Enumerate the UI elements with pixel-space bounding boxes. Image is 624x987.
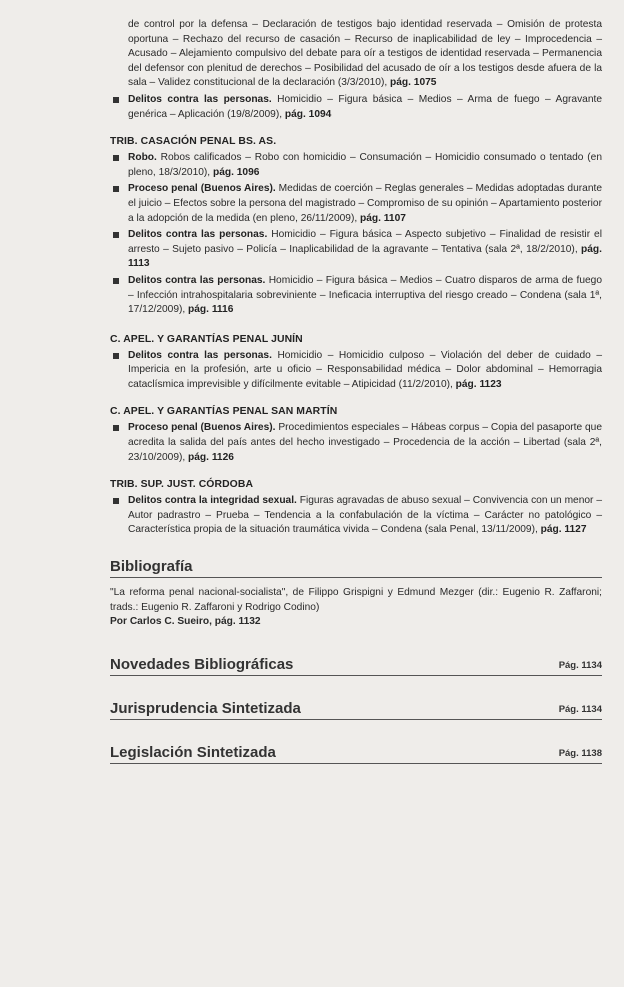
bullet-icon [113, 498, 119, 504]
entry-text: Homicidio – Figura básica – Aspecto subjetivo – Finalidad de resistir el arresto – Sujeto pasivo – Policía – Inaplicabilidad de la agravante – Tentativa (sala 2ª, 18/2/2010), [128, 229, 602, 255]
bibliography-text: "La reforma penal nacional-socialista", de Filippo Grispigni y Edmund Mezger (dir.: Eugenio R. Zaffaroni; trads.: Eugenio R. Zaffaroni y Rodrigo Codino) [110, 587, 602, 613]
page-reference: pág. 1113 [128, 243, 602, 270]
entry-heading: Delitos contra las personas. [128, 349, 272, 361]
bibliography-author: Por Carlos C. Sueiro, pág. 1132 [110, 616, 261, 628]
entry-text: Medidas de coerción – Reglas generales – Medidas adoptadas durante el juicio – Efectos sobre la persona del magistrado – Compromiso de su opinión – Apartamiento posterior a la adopción de la medida (en pleno, 26/11/2009), [128, 183, 602, 224]
bullet-icon [113, 186, 119, 192]
bullet-icon [113, 425, 119, 431]
entry-text: Robos calificados – Robo con homicidio – Consumación – Homicidio consumado o tentado (en pleno, 18/3/2010), [128, 152, 602, 178]
page-reference: pág. 1107 [360, 212, 406, 224]
court-heading: C. APEL. Y GARANTÍAS PENAL JUNÍN [110, 333, 303, 345]
legislacion-section [110, 744, 602, 764]
page-reference: pág. 1094 [284, 108, 332, 120]
page-reference: pág. 1123 [455, 378, 502, 390]
entry-text: Procedimientos especiales – Hábeas corpus – Copia del pasaporte que acredita la salida del país antes del hecho investigado – Procedencia de la acción – Libertad (sala 2ª, 23/10/2009), [128, 422, 602, 463]
section-title: Legislación Sintetizada Pág. 1138 [110, 744, 602, 764]
entry-heading: Delitos contra la integridad sexual. [128, 495, 297, 507]
court-heading: TRIB. CASACIÓN PENAL BS. AS. [110, 136, 277, 148]
entry-text: Figuras agravadas de abuso sexual – Convivencia con un menor – Autor padrastro – Prueba – Tendencia a la confabulación de la víctima – Carácter no patológico – Característica propia de la situación traumática vivida – Condena (sala Penal, 13/11/2009), [128, 495, 602, 536]
entry-heading: Delitos contra las personas. [128, 274, 266, 286]
section-page: Pág. 1134 [558, 659, 602, 671]
entry-heading: Delitos contra las personas. [128, 229, 268, 241]
section-page: Pág. 1134 [558, 703, 602, 715]
bullet-icon [113, 353, 119, 359]
bullet-icon [113, 97, 119, 103]
index-entry [110, 494, 602, 538]
index-content [110, 18, 602, 764]
entry-heading: Proceso penal (Buenos Aires). [128, 183, 276, 195]
entry-heading: Robo. [128, 152, 157, 164]
index-entry [110, 182, 602, 226]
page-reference: pág. 1116 [188, 304, 234, 316]
section-page: Pág. 1138 [558, 747, 602, 759]
bullet-icon [113, 278, 119, 284]
court-heading: TRIB. SUP. JUST. CÓRDOBA [110, 479, 254, 491]
index-entry [110, 228, 602, 272]
page-reference: pág. 1126 [188, 451, 234, 463]
page-reference: pág. 1075 [390, 77, 437, 89]
index-entry [110, 349, 602, 393]
section-title: Bibliografía [110, 558, 602, 578]
bullet-icon [113, 155, 119, 161]
index-entry [110, 274, 602, 318]
entry-text: Homicidio – Figura básica – Medios – Cuatro disparos de arma de fuego – Infección intrahospitalaria sobreviniente – Ineficacia interruptiva del riesgo creado – Condena (sala 1ª, 17/12/2009), [128, 274, 602, 316]
entry-text: Homicidio – Homicidio culposo – Violación del deber de cuidado – Impericia en la profesión, arte u oficio – Responsabilidad médica – Dolor abdominal – Hemorragia cataclísmica imprevisible y difícilmente evitable – Atipicidad (11/2/2010), [128, 349, 602, 390]
court-heading: C. APEL. Y GARANTÍAS PENAL SAN MARTÍN [110, 406, 338, 418]
index-entry [110, 93, 602, 122]
entry-text: Homicidio – Figura básica – Medios – Arma de fuego – Agravante genérica – Aplicación (19/8/2009), [128, 93, 602, 120]
jurisprudencia-section [110, 700, 602, 720]
index-entry [110, 421, 602, 465]
index-entry [110, 151, 602, 180]
page-reference: pág. 1127 [540, 524, 587, 536]
page-reference: pág. 1096 [212, 166, 260, 178]
section-title: Novedades Bibliográficas Pág. 1134 [110, 656, 602, 676]
bibliography-entry [110, 586, 602, 630]
continued-entry: de control por la defensa – Declaración de testigos bajo identidad reservada – Omisión de protesta oportuna – Rechazo del recurso de casación – Recurso de inaplicabilidad de ley – Improcedencia – Acusado – Alejamiento compulsivo del debate para oír a testigos de identidad reservada – Permanencia del defensor con plenitud de derechos – Posibilidad del acusado de oír a los testigos desde afuera de la sala – Validez constitucional de la declaración (3/3/2010), pág. 1075 [128, 19, 602, 89]
section-title: Jurisprudencia Sintetizada Pág. 1134 [110, 700, 602, 720]
entry-heading: Delitos contra las personas. [128, 93, 272, 105]
novedades-section [110, 656, 602, 676]
bullet-icon [113, 232, 119, 238]
bibliografia-section [110, 558, 602, 630]
entry-heading: Proceso penal (Buenos Aires). [128, 422, 276, 434]
